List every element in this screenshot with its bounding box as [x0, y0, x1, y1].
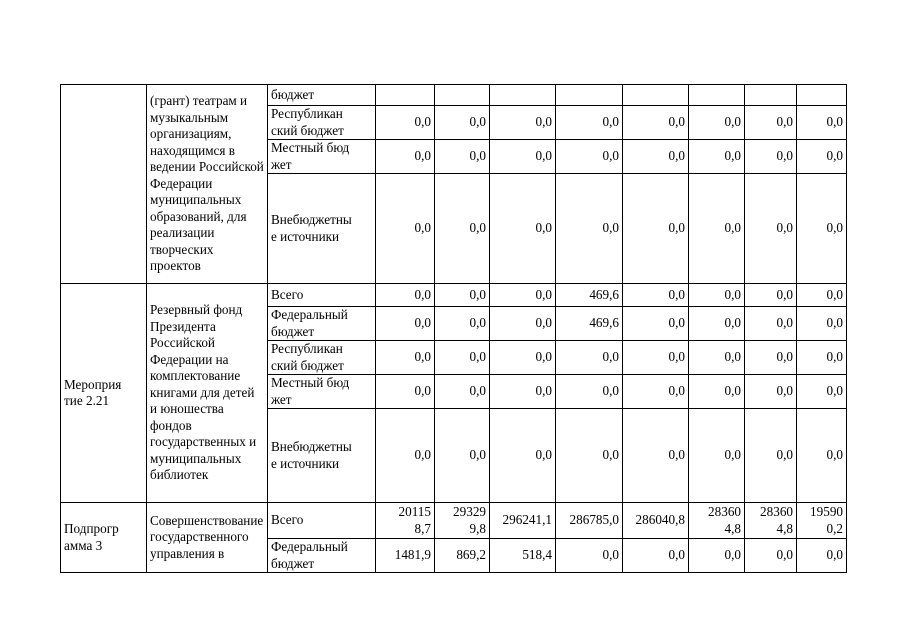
table-row [61, 284, 847, 307]
value-cell [556, 85, 623, 106]
value-cell: 0,0 [435, 174, 490, 284]
value-cell: 0,0 [556, 409, 623, 503]
value-cell: 0,0 [556, 106, 623, 140]
funding-source-cell: Федеральный бюджет [268, 539, 376, 573]
value-cell: 0,0 [745, 140, 797, 174]
table-row [61, 85, 847, 106]
value-cell: 286040,8 [623, 503, 689, 539]
value-cell: 0,0 [556, 140, 623, 174]
value-cell: 0,0 [623, 140, 689, 174]
activity-code-cell [61, 85, 147, 284]
funding-source-cell: Внебюджетны е источники [268, 174, 376, 284]
value-cell: 0,0 [556, 539, 623, 573]
value-cell: 0,0 [745, 409, 797, 503]
funding-source-cell: Внебюджетны е источники [268, 409, 376, 503]
value-cell: 0,0 [797, 140, 847, 174]
value-cell: 0,0 [745, 375, 797, 409]
value-cell: 0,0 [797, 409, 847, 503]
value-cell [623, 85, 689, 106]
funding-source-cell: Всего [268, 503, 376, 539]
value-cell: 0,0 [689, 106, 745, 140]
value-cell: 0,0 [490, 174, 556, 284]
value-cell: 0,0 [745, 174, 797, 284]
value-cell: 0,0 [623, 174, 689, 284]
budget-table-body [61, 85, 847, 573]
value-cell: 0,0 [689, 539, 745, 573]
value-cell: 0,0 [435, 140, 490, 174]
value-cell: 0,0 [376, 140, 435, 174]
activity-name-cell: Резервный фонд Президента Российской Федерации на комплектование книгами для детей и юношества фондов государственных и муниципальных библиотек [147, 284, 268, 503]
table-row [61, 503, 847, 539]
value-cell [797, 85, 847, 106]
value-cell: 0,0 [556, 341, 623, 375]
value-cell: 0,0 [435, 375, 490, 409]
value-cell: 0,0 [745, 307, 797, 341]
value-cell: 0,0 [745, 106, 797, 140]
value-cell: 0,0 [376, 307, 435, 341]
value-cell: 0,0 [376, 284, 435, 307]
value-cell [376, 85, 435, 106]
value-cell: 0,0 [490, 341, 556, 375]
value-cell: 0,0 [623, 284, 689, 307]
value-cell: 0,0 [689, 307, 745, 341]
value-cell: 469,6 [556, 307, 623, 341]
budget-table [60, 84, 847, 573]
value-cell: 0,0 [435, 409, 490, 503]
value-cell: 20115 8,7 [376, 503, 435, 539]
value-cell: 0,0 [797, 375, 847, 409]
value-cell: 0,0 [689, 341, 745, 375]
value-cell: 0,0 [556, 375, 623, 409]
activity-code-cell: Подпрогр амма 3 [61, 503, 147, 573]
value-cell: 0,0 [797, 307, 847, 341]
value-cell: 0,0 [797, 174, 847, 284]
value-cell: 0,0 [689, 375, 745, 409]
value-cell: 0,0 [490, 140, 556, 174]
value-cell: 0,0 [689, 174, 745, 284]
value-cell: 0,0 [490, 409, 556, 503]
value-cell: 0,0 [623, 409, 689, 503]
value-cell: 1481,9 [376, 539, 435, 573]
funding-source-cell: Республикан ский бюджет [268, 106, 376, 140]
value-cell: 0,0 [689, 409, 745, 503]
funding-source-cell: Местный бюд жет [268, 140, 376, 174]
funding-source-cell: бюджет [268, 85, 376, 106]
value-cell: 0,0 [623, 539, 689, 573]
value-cell: 518,4 [490, 539, 556, 573]
value-cell: 0,0 [745, 539, 797, 573]
activity-name-cell: Совершенствование государственного управления в [147, 503, 268, 573]
value-cell: 469,6 [556, 284, 623, 307]
value-cell: 0,0 [376, 375, 435, 409]
value-cell: 0,0 [689, 284, 745, 307]
funding-source-cell: Федеральный бюджет [268, 307, 376, 341]
value-cell: 0,0 [376, 409, 435, 503]
value-cell: 19590 0,2 [797, 503, 847, 539]
value-cell: 869,2 [435, 539, 490, 573]
value-cell: 0,0 [435, 106, 490, 140]
value-cell: 0,0 [490, 307, 556, 341]
value-cell: 286785,0 [556, 503, 623, 539]
value-cell: 29329 9,8 [435, 503, 490, 539]
value-cell: 0,0 [490, 106, 556, 140]
value-cell: 0,0 [689, 140, 745, 174]
value-cell [745, 85, 797, 106]
value-cell: 0,0 [435, 284, 490, 307]
value-cell: 0,0 [623, 375, 689, 409]
value-cell [490, 85, 556, 106]
value-cell: 0,0 [490, 284, 556, 307]
value-cell: 0,0 [797, 284, 847, 307]
value-cell: 0,0 [797, 539, 847, 573]
value-cell: 0,0 [556, 174, 623, 284]
funding-source-cell: Местный бюд жет [268, 375, 376, 409]
value-cell: 296241,1 [490, 503, 556, 539]
value-cell: 0,0 [376, 106, 435, 140]
value-cell: 0,0 [623, 106, 689, 140]
value-cell: 0,0 [623, 341, 689, 375]
value-cell: 0,0 [745, 341, 797, 375]
value-cell: 0,0 [376, 341, 435, 375]
funding-source-cell: Всего [268, 284, 376, 307]
value-cell: 28360 4,8 [745, 503, 797, 539]
funding-source-cell: Республикан ский бюджет [268, 341, 376, 375]
activity-code-cell: Мероприя тие 2.21 [61, 284, 147, 503]
value-cell: 28360 4,8 [689, 503, 745, 539]
value-cell: 0,0 [435, 307, 490, 341]
value-cell: 0,0 [745, 284, 797, 307]
value-cell: 0,0 [376, 174, 435, 284]
value-cell: 0,0 [797, 106, 847, 140]
value-cell: 0,0 [623, 307, 689, 341]
value-cell: 0,0 [435, 341, 490, 375]
value-cell: 0,0 [797, 341, 847, 375]
value-cell: 0,0 [490, 375, 556, 409]
value-cell [689, 85, 745, 106]
activity-name-cell: (грант) театрам и музыкальным организациям, находящимся в ведении Российской Федерации муниципальных образований, для реализации творческих проектов [147, 85, 268, 284]
value-cell [435, 85, 490, 106]
